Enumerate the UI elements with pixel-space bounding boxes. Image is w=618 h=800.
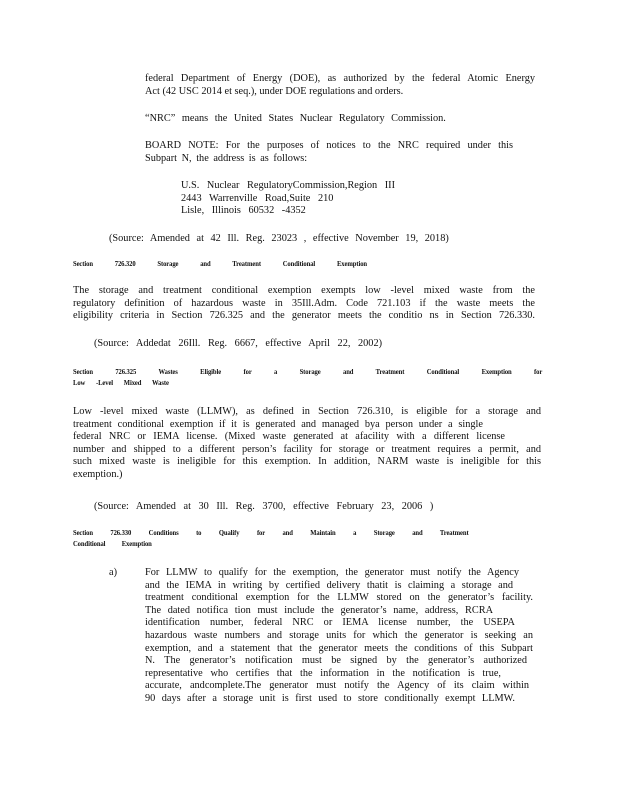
heading-line: Section 726.330 Conditions to Qualify for and Maintain a Storage and Treatment: [73, 529, 469, 537]
text-line: accurate, andcomplete.The generator must notify the Agency of its claim within: [145, 680, 529, 692]
text-line: number and shipped to a different person’s facility for storage or treatment requires a permit, and: [73, 443, 541, 455]
text-line: The storage and treatment conditional exemption exempts low -level mixed waste from the: [73, 285, 535, 296]
heading-line: Section 726.325 Wastes Eligible for a Storage and Treatment Conditional Exemption for: [73, 368, 543, 376]
text-line: N. The generator’s notification must be signed by the generator’s authorized: [145, 655, 527, 667]
heading-line: Section 726.320 Storage and Treatment Conditional Exemption: [73, 260, 368, 268]
text-line: treatment conditional exemption if it is generated and managed bya person under a single: [73, 418, 483, 430]
heading-line: Low -Level Mixed Waste: [73, 379, 169, 387]
text-line: representative who certifies that the information in the notification is true,: [145, 667, 501, 679]
board-note: [145, 140, 513, 165]
nrc-definition: [145, 113, 535, 126]
text-line: 90 days after a storage unit is first used to store conditionally exempt LLMW.: [145, 692, 515, 704]
text-line: federal Department of Energy (DOE), as authorized by the federal Atomic Energy: [145, 73, 535, 84]
heading-line: Conditional Exemption: [73, 540, 152, 548]
text-line: such mixed waste is ineligible for this exemption. In addition, NARM waste is ineligible for this: [73, 456, 541, 468]
address-line: U.S. Nuclear RegulatoryCommission,Region III: [181, 180, 396, 191]
address-line: Lisle, Illinois 60532 -4352: [181, 205, 306, 217]
text-line: Low -level mixed waste (LLMW), as defined in Section 726.310, is eligible for a storage and: [73, 406, 541, 417]
source-note: (Source: Addedat 26Ill. Reg. 6667, effective April 22, 2002): [94, 338, 383, 349]
text-line: and the IEMA in writing by certified delivery thatit is claiming a storage and: [145, 579, 513, 591]
text-line: hazardous waste numbers and storage units for which the generator is seeking an: [145, 629, 533, 641]
section-726-325-body: [73, 406, 541, 482]
text-line: “NRC” means the United States Nuclear Regulatory Commission.: [145, 113, 446, 124]
source-note: (Source: Amended at 30 Ill. Reg. 3700, effective February 23, 2006 ): [94, 501, 434, 512]
doe-definition-continuation: [145, 73, 535, 98]
address-line: 2443 Warrenville Road,Suite 210: [181, 192, 334, 204]
section-heading-726-320: [73, 259, 478, 270]
item-label: a): [109, 567, 117, 578]
text-line: exemption, and a statement that the generator meets the conditions of this Subpart: [145, 642, 533, 654]
nrc-address: [181, 180, 421, 218]
text-line: identification number, federal NRC or IEMA license number, the USEPA: [145, 617, 515, 629]
text-line: The dated notifica tion must include the generator’s name, address, RCRA: [145, 604, 493, 616]
source-note: (Source: Amended at 42 Ill. Reg. 23023 , effective November 19, 2018): [109, 233, 449, 244]
section-heading-726-325: [73, 367, 542, 389]
text-line: For LLMW to qualify for the exemption, the generator must notify the Agency: [145, 567, 519, 578]
text-line: Subpart N, the address is as follows:: [145, 152, 308, 164]
text-line: regulatory definition of hazardous waste in 35Ill.Adm. Code 721.103 if the waste meets the: [73, 297, 535, 309]
section-heading-726-330: [73, 528, 469, 550]
section-726-330-item-a: [145, 567, 533, 706]
section-726-320-body: [73, 285, 535, 323]
text-line: federal NRC or IEMA license. (Mixed waste generated at afacility with a different license: [73, 431, 505, 443]
text-line: Act (42 USC 2014 et seq.), under DOE regulations and orders.: [145, 85, 404, 97]
text-line: exemption.): [73, 468, 123, 480]
text-line: treatment conditional exemption for the LLMW stored on the generator’s facility.: [145, 592, 533, 604]
text-line: eligibility criteria in Section 726.325 and the generator meets the conditio ns in Section 726.330.: [73, 310, 535, 322]
text-line: BOARD NOTE: For the purposes of notices to the NRC required under this: [145, 140, 513, 151]
